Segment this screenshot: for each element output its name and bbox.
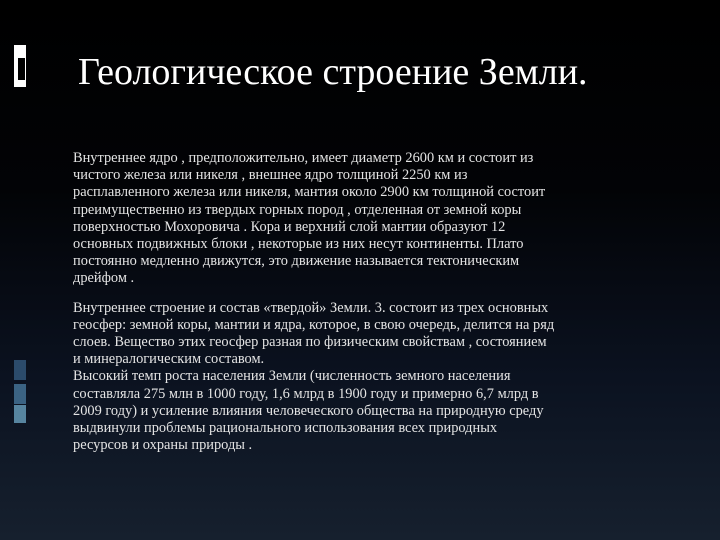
decorative-bar-top-inner [18, 58, 25, 80]
paragraph-earth-core: Внутреннее ядро , предположительно, имеет диаметр 2600 км и состоит из чистого железа или никеля , внешнее ядро толщиной 2250 км из расплавленного железа или никеля, мантия около 2900 км толщиной состоит преимущественно из твердых горных пород , отделенная от земной коры поверхностью Мохоровича . Кора и верхний слой мантии образуют 12 основных подвижных блоки , некоторые из них несут континенты. Плато постоянно медленно движутся, это движение называется тектоническим дрейфом . [73, 150, 546, 287]
decorative-bar-lower-1 [14, 360, 26, 380]
paragraph-earth-structure: Внутреннее строение и состав «твердой» Земли. 3. состоит из трех основных геосфер: земной коры, мантии и ядра, которое, в свою очередь, делится на ряд слоев. Вещество этих геосфер разная по физическим свойствам , состоянием и минералогическим составом. [73, 299, 555, 368]
decorative-bar-lower-2 [14, 384, 26, 404]
slide-title: Геологическое строение Земли. [78, 51, 588, 93]
slide-body [73, 150, 685, 454]
paragraph-population-growth: Высокий темп роста населения Земли (численность земного населения составляла 275 млн в 1000 году, 1,6 млрд в 1900 году и примерно 6,7 млрд в 2009 году) и усиление влияния человеческого общества на природную среду выдвинули проблемы рационального использования всех природных ресурсов и охраны природы . [73, 368, 544, 454]
decorative-bar-lower-3 [14, 405, 26, 423]
